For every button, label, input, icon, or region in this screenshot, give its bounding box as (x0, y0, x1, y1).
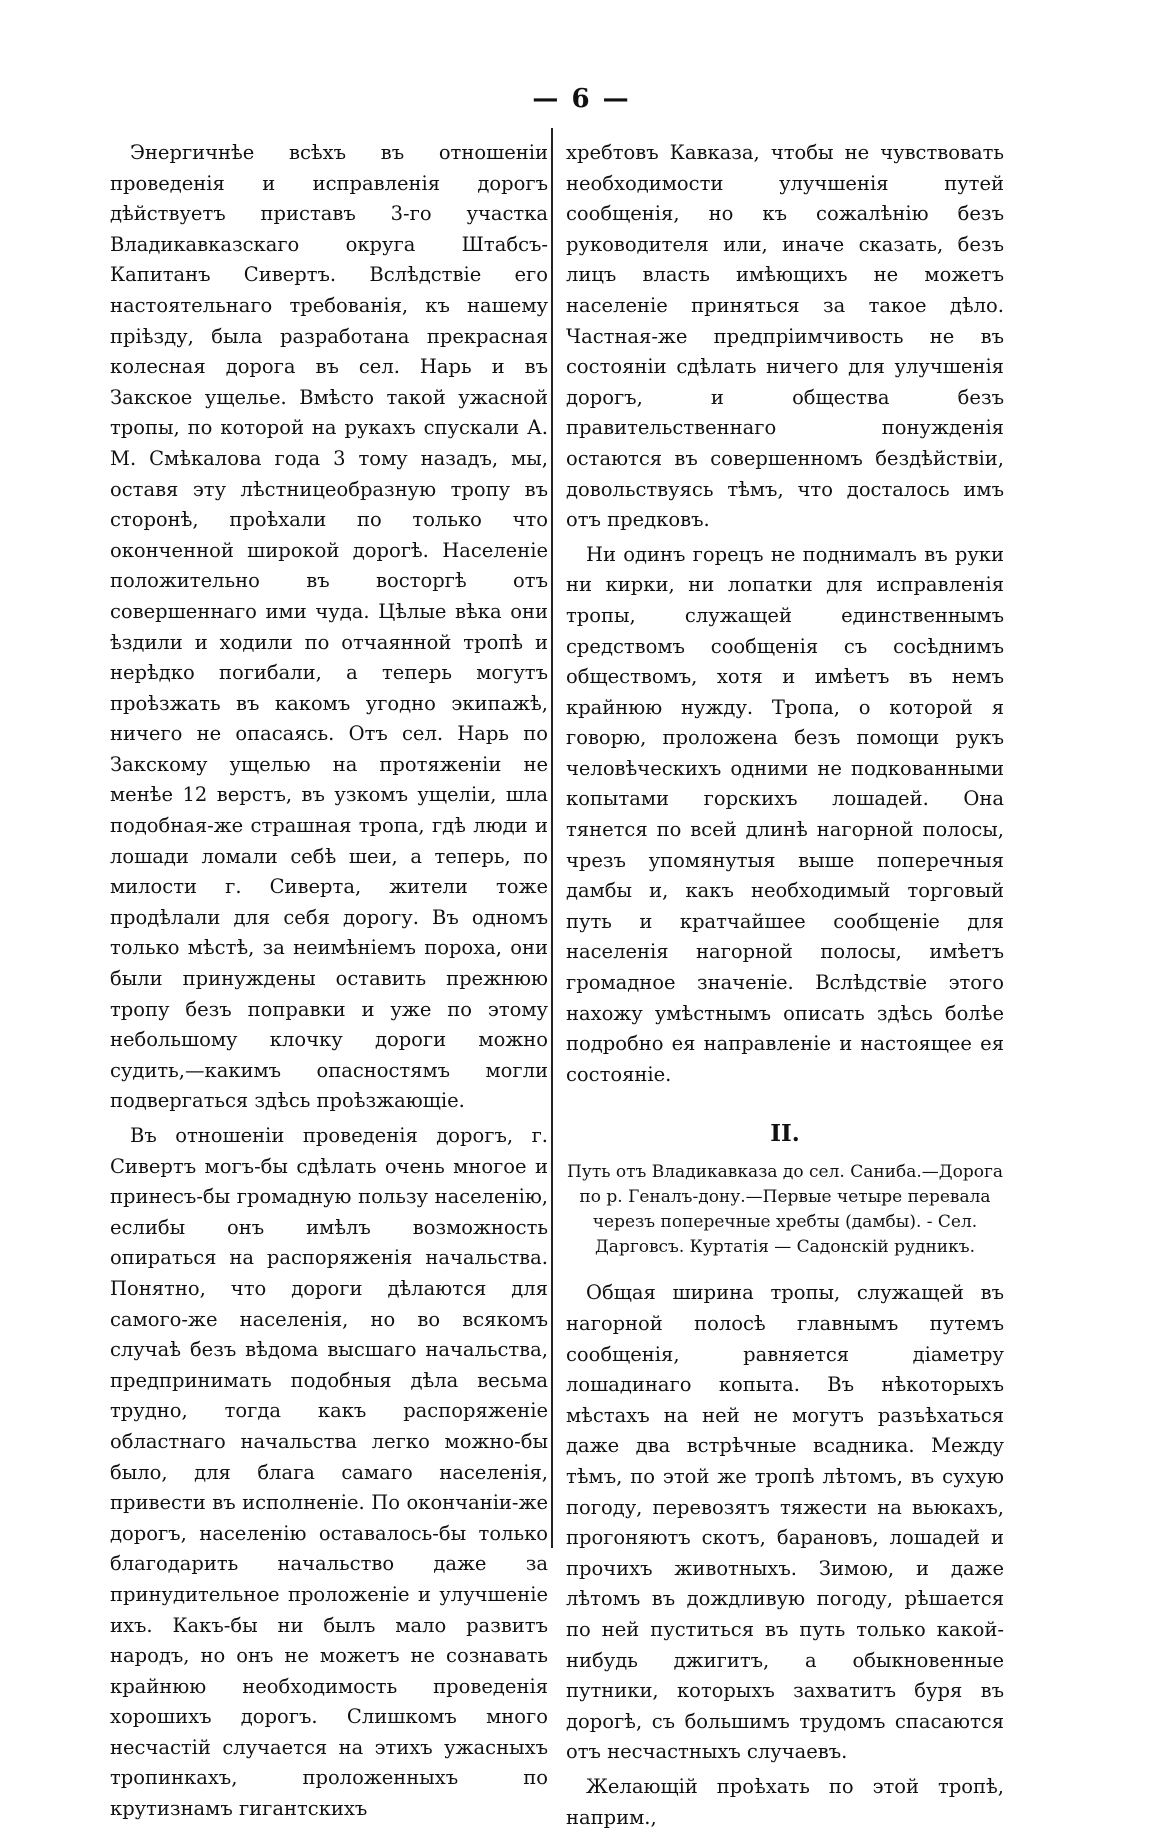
paragraph: Въ отношеніи проведенія дорогъ, г. Сивертъ могъ-бы сдѣлать очень многое и принесъ-бы громадную пользу населенію, еслибы онъ имѣлъ возможность опираться на распоряженія начальства. Понятно, что дороги дѣлаются для самого-же населенія, но во всякомъ случаѣ безъ вѣдома высшаго начальства, предпринимать подобныя дѣла весьма трудно, тогда какъ распоряженіе областнаго начальства легко можно-бы было, для блага самаго населенія, привести въ исполненіе. По окончаніи-же дорогъ, населенію оставалось-бы только благодарить начальство даже за принудительное проложеніе и улучшеніе ихъ. Какъ-бы ни былъ мало развитъ народъ, но онъ не можетъ не сознавать крайнюю необходимость проведенія хорошихъ дорогъ. Слишкомъ много несчастій случается на этихъ ужасныхъ тропинкахъ, проложенныхъ по крутизнамъ гигантскихъ (110, 1124, 548, 1821)
page-number: — 6 — (532, 84, 631, 114)
section-heading: II. (770, 1120, 800, 1148)
section-summary: Путь отъ Владикавказа до сел. Саниба.—Дорога по р. Геналъ-дону.—Первые четыре перевала черезъ поперечные хребты (дамбы). - Сел. Дарговсъ. Куртатія — Садонскій рудникъ. (567, 1162, 1003, 1258)
paragraph: Желающій проѣхать по этой тропѣ, наприм., (566, 1774, 1004, 1829)
paragraph: Энергичнѣе всѣхъ въ отношеніи проведенія и исправленія дорогъ дѣйствуетъ приставъ 3-го участка Владикавказскаго округа Штабсъ-Капитанъ Сивертъ. Вслѣдствіе его настоятельнаго требованія, къ нашему пріѣзду, была разработана прекрасная колесная дорога въ сел. Нарь и въ Закское ущелье. Вмѣсто такой ужасной тропы, по которой на рукахъ спускали А. М. Смѣкалова года 3 тому назадъ, мы, оставя эту лѣстницеобразную тропу въ сторонѣ, проѣхали по только что оконченной широкой дорогѣ. Населеніе положительно въ восторгѣ отъ совершеннаго ими чуда. Цѣлые вѣка они ѣздили и ходили по отчаянной тропѣ и нерѣдко погибали, а теперь могутъ проѣзжать въ какомъ угодно экипажѣ, ничего не опасаясь. Отъ сел. Нарь по Закскому ущелью на протяженіи не менѣе 12 верстъ, въ узкомъ ущеліи, шла подобная-же страшная тропа, гдѣ люди и лошади ломали себѣ шеи, а теперь, по милости г. Сиверта, жители тоже продѣлали для себя дорогу. Въ одномъ только мѣстѣ, за неимѣніемъ пороха, они были принуждены оставить прежнюю тропу безъ поправки и уже по этому небольшому клочку дороги можно судить,—какимъ опасностямъ могли подвергаться здѣсь проѣзжающіе. (110, 141, 548, 1113)
right-column (566, 138, 1004, 1833)
paragraph: Ни одинъ горецъ не поднималъ въ руки ни кирки, ни лопатки для исправленія тропы, служащей единственнымъ средствомъ сообщенія съ сосѣднимъ обществомъ, хотя и имѣетъ въ немъ крайнюю нужду. Тропа, о которой я говорю, проложена безъ помощи рукъ человѣческихъ одними не подкованными копытами горскихъ лошадей. Она тянется по всей длинѣ нагорной полосы, чрезъ упомянутыя выше поперечныя дамбы и, какъ необходимый торговый путь и кратчайшее сообщеніе для населенія нагорной полосы, имѣетъ громадное значеніе. Вслѣдствіе этого нахожу умѣстнымъ описать здѣсь болѣе подробно ея направленіе и настоящее ея состояніе. (566, 542, 1004, 1086)
paragraph: Общая ширина тропы, служащей въ нагорной полосѣ главнымъ путемъ сообщенія, равняется діаметру лошадинаго копыта. Въ нѣкоторыхъ мѣстахъ на ней не могутъ разъѣхаться даже два встрѣчные всадника. Между тѣмъ, по этой же тропѣ лѣтомъ, въ сухую погоду, перевозятъ тяжести на вьюкахъ, прогоняютъ скотъ, барановъ, лошадей и прочихъ животныхъ. Зимою, и даже лѣтомъ въ дождливую погоду, рѣшается по ней пуститься въ путь только какой-нибудь джигитъ, а обыкновенные путники, которыхъ захватитъ буря въ дорогѣ, съ большимъ трудомъ спасаются отъ несчастныхъ случаевъ. (566, 1281, 1004, 1764)
column-divider (551, 128, 553, 1548)
paragraph: хребтовъ Кавказа, чтобы не чувствовать необходимости улучшенія путей сообщенія, но къ сожалѣнію безъ руководителя или, иначе сказать, безъ лицъ власть имѣющихъ не можетъ населеніе приняться за такое дѣло. Частная-же предпріимчивость не въ состояніи сдѣлать ничего для улучшенія дорогъ, и общества безъ правительственнаго понужденія остаются въ совершенномъ бездѣйствіи, довольствуясь тѣмъ, что досталось имъ отъ предковъ. (566, 141, 1004, 532)
left-column (110, 138, 548, 1825)
